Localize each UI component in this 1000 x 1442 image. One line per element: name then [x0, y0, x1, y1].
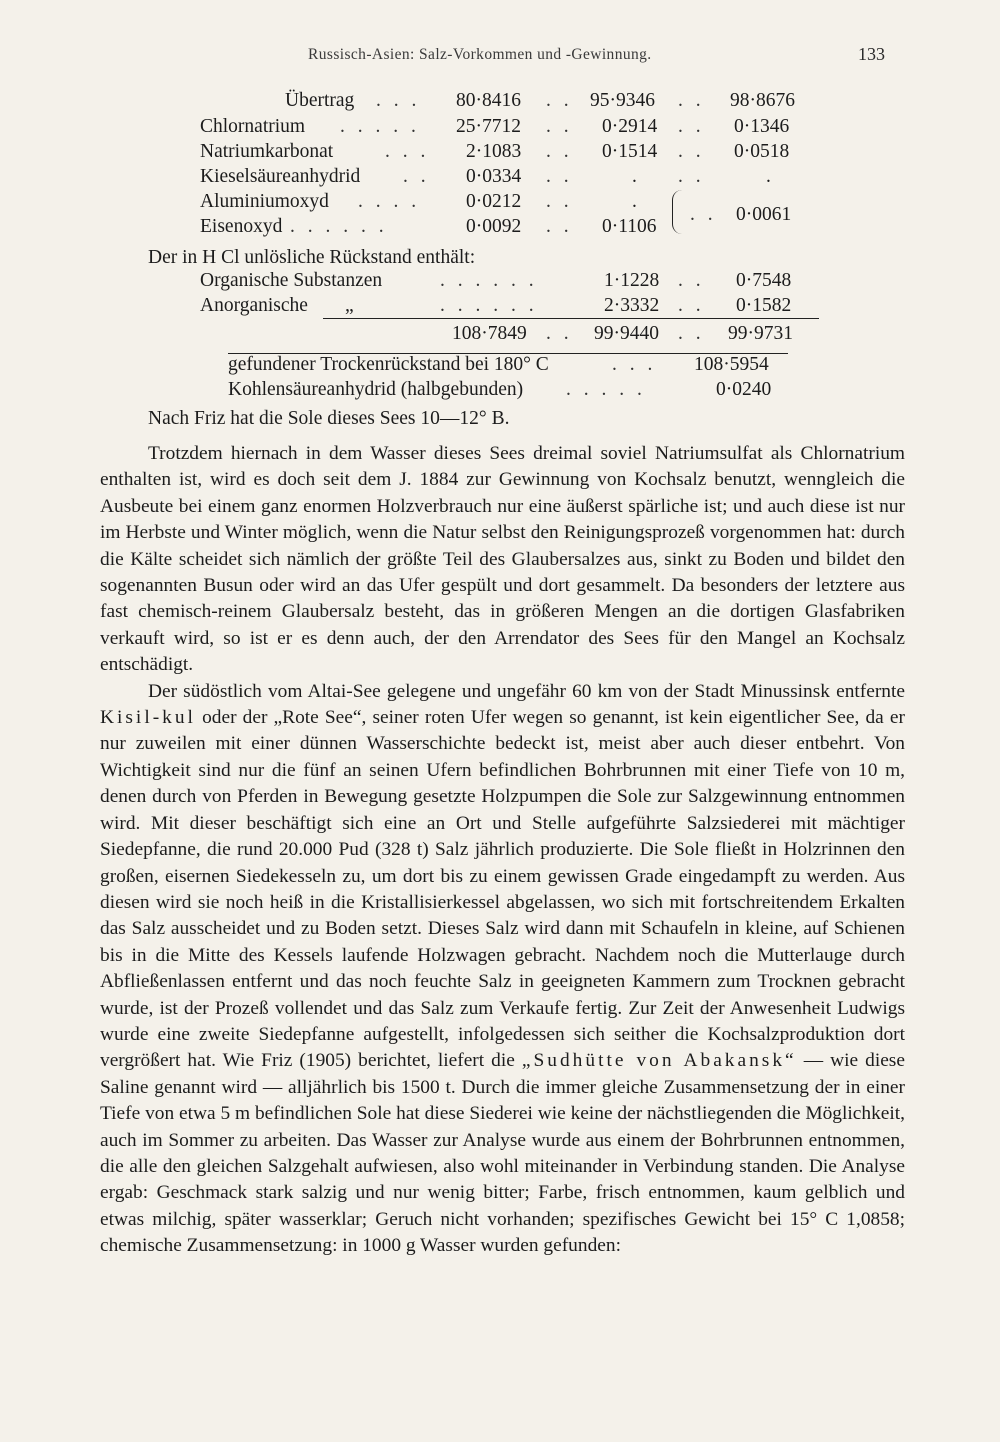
leader-dots: . .: [678, 90, 705, 111]
value-col-3: 0·1346: [734, 116, 790, 137]
value-col-1: 0·0212: [466, 191, 522, 212]
brace-value: 0·0061: [736, 204, 792, 225]
leader-dots: . . .: [385, 141, 430, 162]
brace-bracket: [672, 190, 687, 234]
paragraph-text: Der südöstlich vom Altai-See gelegene und ungefähr 60 km von der Stadt Minussinsk entfernte: [148, 680, 905, 702]
leader-dots: . .: [678, 295, 705, 316]
leader-dots: . .: [546, 116, 573, 137]
dry-residue-value: 108·5954: [694, 354, 769, 375]
row-label: Chlornatrium: [200, 116, 306, 137]
total-col-3: 99·9731: [728, 323, 793, 344]
leader-dots: . . . . . .: [290, 216, 388, 237]
row-label: Kieselsäureanhydrid: [200, 166, 361, 187]
value-col-1: 0·0092: [466, 216, 522, 237]
total-col-2: 99·9440: [594, 323, 659, 344]
value-col-2: 95·9346: [590, 90, 655, 111]
row-label: Anorganische: [200, 295, 308, 316]
leader-dots: . .: [546, 323, 573, 344]
leader-dots: . . . .: [358, 191, 421, 212]
leader-dots: . .: [546, 191, 573, 212]
value-col-1: 2·1083: [466, 141, 522, 162]
row-label: Natriumkarbonat: [200, 141, 334, 162]
leader-dots: . .: [546, 90, 573, 111]
row-label: Eisenoxyd: [200, 216, 283, 237]
leader-dots: . .: [546, 166, 573, 187]
value-col-3: 0·7548: [736, 270, 792, 291]
value-col-2: 0·1514: [602, 141, 658, 162]
residue-heading: Der in H Cl unlösliche Rückstand enthält:: [148, 247, 476, 268]
row-label: Übertrag: [285, 90, 355, 111]
value-col-2: 2·3332: [604, 295, 660, 316]
value-col-2: 0·1106: [602, 216, 657, 237]
value-col-2: 0·2914: [602, 116, 658, 137]
leader-dots: . .: [678, 270, 705, 291]
leader-dots: . . . . .: [340, 116, 420, 137]
total-col-1: 108·7849: [452, 323, 527, 344]
value-col-3: .: [766, 166, 771, 187]
ditto-mark: „: [345, 295, 354, 316]
body-text: [100, 441, 905, 1260]
leader-dots: . . .: [612, 354, 657, 375]
page-header: [0, 44, 1000, 72]
running-title: Russisch-Asien: Salz-Vorkommen und -Gewinnung.: [308, 46, 652, 63]
paragraph: [100, 679, 905, 1260]
paragraph-text: — wie diese Saline genannt wird — alljährlich bis 1500 t. Durch die immer gleiche Zusammensetzung der in einer Tiefe von etwa 5 m befindlichen Sole hat diese Siederei wie keine der nächstliegenden die Möglichkeit, auch im Sommer zu arbeiten. Das Wasser zur Analyse wurde aus einem der Bohrbrunnen entnommen, die alle den gleichen Salzgehalt aufwiesen, also wohl miteinander in Verbindung standen. Die Analyse ergab: Geschmack stark salzig und nur wenig bitter; Farbe, frisch entnommen, kaum gelblich und etwas milchig, später wasserklar; Geruch nicht vorhanden; spezifisches Gewicht bei 15° C 1,0858; chemische Zusammensetzung: in 1000 g Wasser wurden gefunden:: [100, 1050, 905, 1257]
leader-dots: . .: [546, 216, 573, 237]
leader-dots: . .: [678, 116, 705, 137]
co2-value: 0·0240: [716, 379, 772, 400]
place-name: Kisil-kul: [100, 707, 196, 729]
page-number: 133: [858, 44, 885, 64]
leader-dots: . .: [678, 166, 705, 187]
paragraph: Trotzdem hiernach in dem Wasser dieses Sees dreimal soviel Natriumsulfat als Chlornatrium enthalten ist, wird es doch seit dem J. 1884 zur Gewinnung von Kochsalz benutzt, wenngleich die Ausbeute bei einem ganz enormen Holzverbrauch nur eine äußerst spärliche ist; und auch diese ist nur im Herbste und Winter möglich, wenn die Natur selbst den Reinigungsprozeß vorgenommen hat: durch die Kälte scheidet sich nämlich der größte Teil des Glaubersalzes aus, sinkt zu Boden und bildet den sogenannten Busun oder wird an das Ufer gespült und dort gesammelt. Da besonders der letztere aus fast chemisch-reinem Glaubersalz besteht, das in größeren Mengen an die dortigen Glasfabriken verkauft wird, so ist er es denn auch, der den Arrendator des Sees für den Mangel an Kochsalz entschädigt.: [100, 443, 905, 676]
co2-label: Kohlensäureanhydrid (halbgebunden): [228, 379, 524, 400]
paragraph-text: oder der „Rote See“, seiner roten Ufer wegen so genannt, ist kein eigentlicher See, da er nur zuweilen mit einer dünnen Wasserschichte bedeckt ist, meist aber auch dieser entbehrt. Von Wichtigkeit sind nur die fünf an seinen Ufern befindlichen Bohrbrunnen mit einer Tiefe von 10 m, denen durch von Pferden in Bewegung gesetzte Holzpumpen die Sole zur Salzgewinnung entnommen wird. Mit dieser beschäftigt sich eine an Ort und Stelle aufgeführte Salzsiederei mit mächtiger Siedepfanne, die rund 20.000 Pud (328 t) Salz jährlich produzierte. Die Sole fließt in Holzrinnen den großen, eisernen Siedekesseln zu, um dort bis zu einem gewissen Grade eingedampft zu werden. Aus diesen wird sie noch heiß in die Kristallisierkessel abgelassen, wo sich mit fortschreitendem Erkalten das Salz ausscheidet und zu Boden setzt. Dieses Salz wird dann mit Schaufeln in kleine, auf Schienen bis in die Mitte des Kessels laufende Holzwagen gebracht. Nachdem noch die Mutterlauge durch Abfließenlassen entfernt und das noch feuchte Salz in geeigneten Kammern zum Trocknen gebracht wurde, ist der Prozeß vollendet und das Salz zum Verkaufe fertig. Zur Zeit der Anwesenheit Ludwigs wurde eine zweite Siedepfanne aufgestellt, infolgedessen sich seither die Kochsalzproduktion dort vergrößert hat. Wie Friz (1905) berichtet, liefert die: [100, 707, 905, 1072]
dry-residue-label: gefundener Trockenrückstand bei 180° C: [228, 354, 549, 375]
value-col-1: 0·0334: [466, 166, 522, 187]
value-col-1: 25·7712: [456, 116, 521, 137]
sum-rule: [323, 318, 819, 319]
value-col-2: 1·1228: [604, 270, 660, 291]
leader-dots: . .: [678, 323, 705, 344]
leader-dots: . .: [403, 166, 430, 187]
value-col-2: .: [632, 191, 637, 212]
friz-note: Nach Friz hat die Sole dieses Sees 10—12° B.: [148, 408, 510, 429]
leader-dots: . . . . .: [566, 379, 646, 400]
value-col-2: .: [632, 166, 637, 187]
row-label: Aluminiumoxyd: [200, 191, 329, 212]
leader-dots: . . . . . .: [440, 270, 538, 291]
value-col-3: 98·8676: [730, 90, 795, 111]
value-col-3: 0·0518: [734, 141, 790, 162]
row-label: Organische Substanzen: [200, 270, 383, 291]
leader-dots: . .: [690, 204, 717, 225]
leader-dots: . . .: [376, 90, 421, 111]
leader-dots: . .: [678, 141, 705, 162]
value-col-1: 80·8416: [456, 90, 521, 111]
value-col-3: 0·1582: [736, 295, 792, 316]
place-name: „Sudhütte von Abakansk“: [521, 1050, 797, 1072]
leader-dots: . . . . . .: [440, 295, 538, 316]
leader-dots: . .: [546, 141, 573, 162]
